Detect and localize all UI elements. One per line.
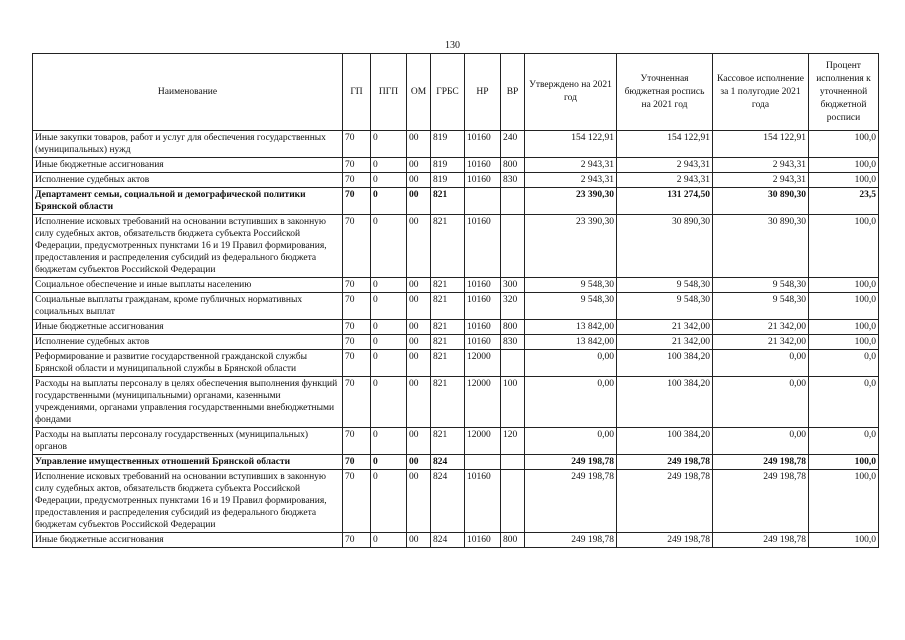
cell-nr: 10160 [465,278,501,293]
cell-om: 00 [407,131,431,158]
cell-gp: 70 [343,470,371,533]
cell-refined: 30 890,30 [617,215,713,278]
cell-vr: 830 [501,173,525,188]
cell-ppgp: 0 [371,428,407,455]
cell-grbs: 821 [431,350,465,377]
cell-approved: 9 548,30 [525,278,617,293]
cell-nr: 10160 [465,293,501,320]
cell-approved: 249 198,78 [525,470,617,533]
cell-name: Реформирование и развитие государственной гражданской службы Брянской области и муниципальной службы в Брянской области [33,350,343,377]
cell-ppgp: 0 [371,158,407,173]
cell-vr: 830 [501,335,525,350]
cell-gp: 70 [343,455,371,470]
cell-vr: 100 [501,377,525,428]
table-row [33,470,879,533]
cell-nr: 10160 [465,215,501,278]
cell-percent: 100,0 [809,215,879,278]
cell-om: 00 [407,350,431,377]
cell-nr: 12000 [465,377,501,428]
cell-cash: 0,00 [713,377,809,428]
table-row [33,293,879,320]
table-row [33,455,879,470]
table-row [33,350,879,377]
cell-cash: 21 342,00 [713,320,809,335]
cell-refined: 21 342,00 [617,335,713,350]
cell-ppgp: 0 [371,278,407,293]
table-row [33,428,879,455]
cell-nr [465,188,501,215]
cell-vr: 320 [501,293,525,320]
cell-gp: 70 [343,188,371,215]
cell-om: 00 [407,158,431,173]
cell-cash: 0,00 [713,350,809,377]
cell-om: 00 [407,428,431,455]
cell-refined: 249 198,78 [617,533,713,548]
cell-name: Социальные выплаты гражданам, кроме публичных нормативных социальных выплат [33,293,343,320]
cell-name: Иные закупки товаров, работ и услуг для обеспечения государственных (муниципальных) нужд [33,131,343,158]
cell-refined: 249 198,78 [617,455,713,470]
cell-cash: 21 342,00 [713,335,809,350]
cell-refined: 21 342,00 [617,320,713,335]
table-row [33,173,879,188]
cell-vr: 300 [501,278,525,293]
header-gp: ГП [343,54,371,131]
cell-name: Иные бюджетные ассигнования [33,158,343,173]
cell-name: Расходы на выплаты персоналу государственных (муниципальных) органов [33,428,343,455]
table-row [33,131,879,158]
cell-percent: 100,0 [809,335,879,350]
cell-grbs: 821 [431,428,465,455]
cell-refined: 100 384,20 [617,428,713,455]
cell-cash: 9 548,30 [713,293,809,320]
cell-gp: 70 [343,131,371,158]
cell-om: 00 [407,377,431,428]
cell-refined: 100 384,20 [617,350,713,377]
page-number: 130 [445,40,460,51]
cell-gp: 70 [343,428,371,455]
header-ppgp: ПГП [371,54,407,131]
cell-gp: 70 [343,158,371,173]
cell-grbs: 819 [431,131,465,158]
cell-vr [501,455,525,470]
cell-nr: 10160 [465,158,501,173]
cell-name: Исполнение судебных актов [33,335,343,350]
cell-cash: 249 198,78 [713,470,809,533]
budget-table [32,53,879,548]
cell-nr: 10160 [465,335,501,350]
cell-approved: 23 390,30 [525,215,617,278]
header-refined: Уточненная бюджетная роспись на 2021 год [617,54,713,131]
cell-ppgp: 0 [371,188,407,215]
cell-refined: 2 943,31 [617,173,713,188]
cell-name: Иные бюджетные ассигнования [33,320,343,335]
cell-cash: 9 548,30 [713,278,809,293]
table-row [33,320,879,335]
header-grbs: ГРБС [431,54,465,131]
table-row [33,158,879,173]
cell-percent: 100,0 [809,455,879,470]
cell-approved: 13 842,00 [525,320,617,335]
cell-approved: 249 198,78 [525,455,617,470]
cell-grbs: 821 [431,320,465,335]
cell-approved: 249 198,78 [525,533,617,548]
cell-nr: 10160 [465,470,501,533]
cell-grbs: 821 [431,293,465,320]
cell-percent: 100,0 [809,533,879,548]
cell-om: 00 [407,455,431,470]
cell-nr: 10160 [465,320,501,335]
cell-ppgp: 0 [371,320,407,335]
cell-refined: 154 122,91 [617,131,713,158]
cell-approved: 2 943,31 [525,173,617,188]
cell-approved: 0,00 [525,377,617,428]
cell-percent: 100,0 [809,278,879,293]
cell-approved: 0,00 [525,428,617,455]
cell-cash: 249 198,78 [713,455,809,470]
cell-om: 00 [407,470,431,533]
cell-om: 00 [407,173,431,188]
cell-ppgp: 0 [371,533,407,548]
header-name: Наименование [33,54,343,131]
cell-grbs: 819 [431,158,465,173]
cell-grbs: 821 [431,335,465,350]
cell-ppgp: 0 [371,293,407,320]
cell-vr: 800 [501,158,525,173]
cell-vr: 240 [501,131,525,158]
cell-gp: 70 [343,377,371,428]
cell-ppgp: 0 [371,455,407,470]
header-percent: Процент исполнения к уточненной бюджетной росписи [809,54,879,131]
table-row [33,533,879,548]
cell-grbs: 824 [431,470,465,533]
cell-percent: 23,5 [809,188,879,215]
cell-percent: 100,0 [809,320,879,335]
cell-ppgp: 0 [371,470,407,533]
cell-nr: 10160 [465,173,501,188]
cell-grbs: 824 [431,455,465,470]
table-row [33,377,879,428]
cell-percent: 100,0 [809,173,879,188]
cell-name: Расходы на выплаты персоналу в целях обеспечения выполнения функций государственными (муниципальными) органами, казенными учреждениями, органами управления государственными внебюджетными фондами [33,377,343,428]
cell-percent: 100,0 [809,293,879,320]
table-row [33,278,879,293]
cell-percent: 100,0 [809,470,879,533]
cell-vr: 800 [501,533,525,548]
cell-approved: 23 390,30 [525,188,617,215]
cell-grbs: 824 [431,533,465,548]
cell-refined: 9 548,30 [617,293,713,320]
cell-cash: 2 943,31 [713,158,809,173]
table-row [33,188,879,215]
cell-approved: 13 842,00 [525,335,617,350]
cell-gp: 70 [343,215,371,278]
cell-name: Исполнение исковых требований на основании вступивших в законную силу судебных актов, обязательств бюджета субъекта Российской Федерации, предусмотренных пунктами 16 и 19 Правил формирования, предоставления и распределения субсидий из федерального бюджета бюджетам субъектов Российской Федерации [33,215,343,278]
cell-ppgp: 0 [371,173,407,188]
cell-cash: 154 122,91 [713,131,809,158]
header-vr: ВР [501,54,525,131]
cell-percent: 100,0 [809,158,879,173]
cell-gp: 70 [343,278,371,293]
cell-refined: 249 198,78 [617,470,713,533]
cell-grbs: 821 [431,278,465,293]
cell-nr: 12000 [465,428,501,455]
cell-grbs: 821 [431,215,465,278]
cell-ppgp: 0 [371,215,407,278]
cell-om: 00 [407,293,431,320]
cell-ppgp: 0 [371,131,407,158]
cell-vr: 120 [501,428,525,455]
cell-om: 00 [407,335,431,350]
table-header-row [33,54,879,131]
cell-approved: 0,00 [525,350,617,377]
cell-cash: 2 943,31 [713,173,809,188]
cell-cash: 0,00 [713,428,809,455]
cell-ppgp: 0 [371,377,407,428]
cell-approved: 2 943,31 [525,158,617,173]
cell-name: Департамент семьи, социальной и демографической политики Брянской области [33,188,343,215]
cell-name: Исполнение судебных актов [33,173,343,188]
cell-vr [501,350,525,377]
cell-cash: 249 198,78 [713,533,809,548]
cell-vr [501,215,525,278]
cell-grbs: 821 [431,188,465,215]
cell-approved: 9 548,30 [525,293,617,320]
cell-name: Исполнение исковых требований на основании вступивших в законную силу судебных актов, обязательств бюджета субъекта Российской Федерации, предусмотренных пунктами 16 и 19 Правил формирования, предоставления и распределения субсидий из федерального бюджета бюджетам субъектов Российской Федерации [33,470,343,533]
cell-om: 00 [407,188,431,215]
cell-percent: 0,0 [809,350,879,377]
cell-gp: 70 [343,320,371,335]
cell-ppgp: 0 [371,335,407,350]
header-approved: Утверждено на 2021 год [525,54,617,131]
cell-grbs: 819 [431,173,465,188]
cell-cash: 30 890,30 [713,215,809,278]
table-body [33,131,879,548]
cell-om: 00 [407,215,431,278]
cell-vr: 800 [501,320,525,335]
header-cash: Кассовое исполнение за 1 полугодие 2021 года [713,54,809,131]
cell-nr: 10160 [465,533,501,548]
cell-om: 00 [407,533,431,548]
cell-refined: 2 943,31 [617,158,713,173]
cell-om: 00 [407,320,431,335]
cell-percent: 100,0 [809,131,879,158]
cell-gp: 70 [343,335,371,350]
cell-gp: 70 [343,533,371,548]
cell-cash: 30 890,30 [713,188,809,215]
table-row [33,335,879,350]
cell-refined: 131 274,50 [617,188,713,215]
header-om: ОМ [407,54,431,131]
cell-name: Управление имущественных отношений Брянской области [33,455,343,470]
cell-nr: 12000 [465,350,501,377]
cell-gp: 70 [343,173,371,188]
table-row [33,215,879,278]
cell-vr [501,188,525,215]
cell-name: Социальное обеспечение и иные выплаты населению [33,278,343,293]
cell-gp: 70 [343,350,371,377]
cell-ppgp: 0 [371,350,407,377]
cell-name: Иные бюджетные ассигнования [33,533,343,548]
cell-nr [465,455,501,470]
cell-gp: 70 [343,293,371,320]
header-nr: НР [465,54,501,131]
cell-refined: 100 384,20 [617,377,713,428]
cell-nr: 10160 [465,131,501,158]
cell-percent: 0,0 [809,377,879,428]
cell-om: 00 [407,278,431,293]
cell-refined: 9 548,30 [617,278,713,293]
cell-vr [501,470,525,533]
cell-approved: 154 122,91 [525,131,617,158]
cell-grbs: 821 [431,377,465,428]
cell-percent: 0,0 [809,428,879,455]
